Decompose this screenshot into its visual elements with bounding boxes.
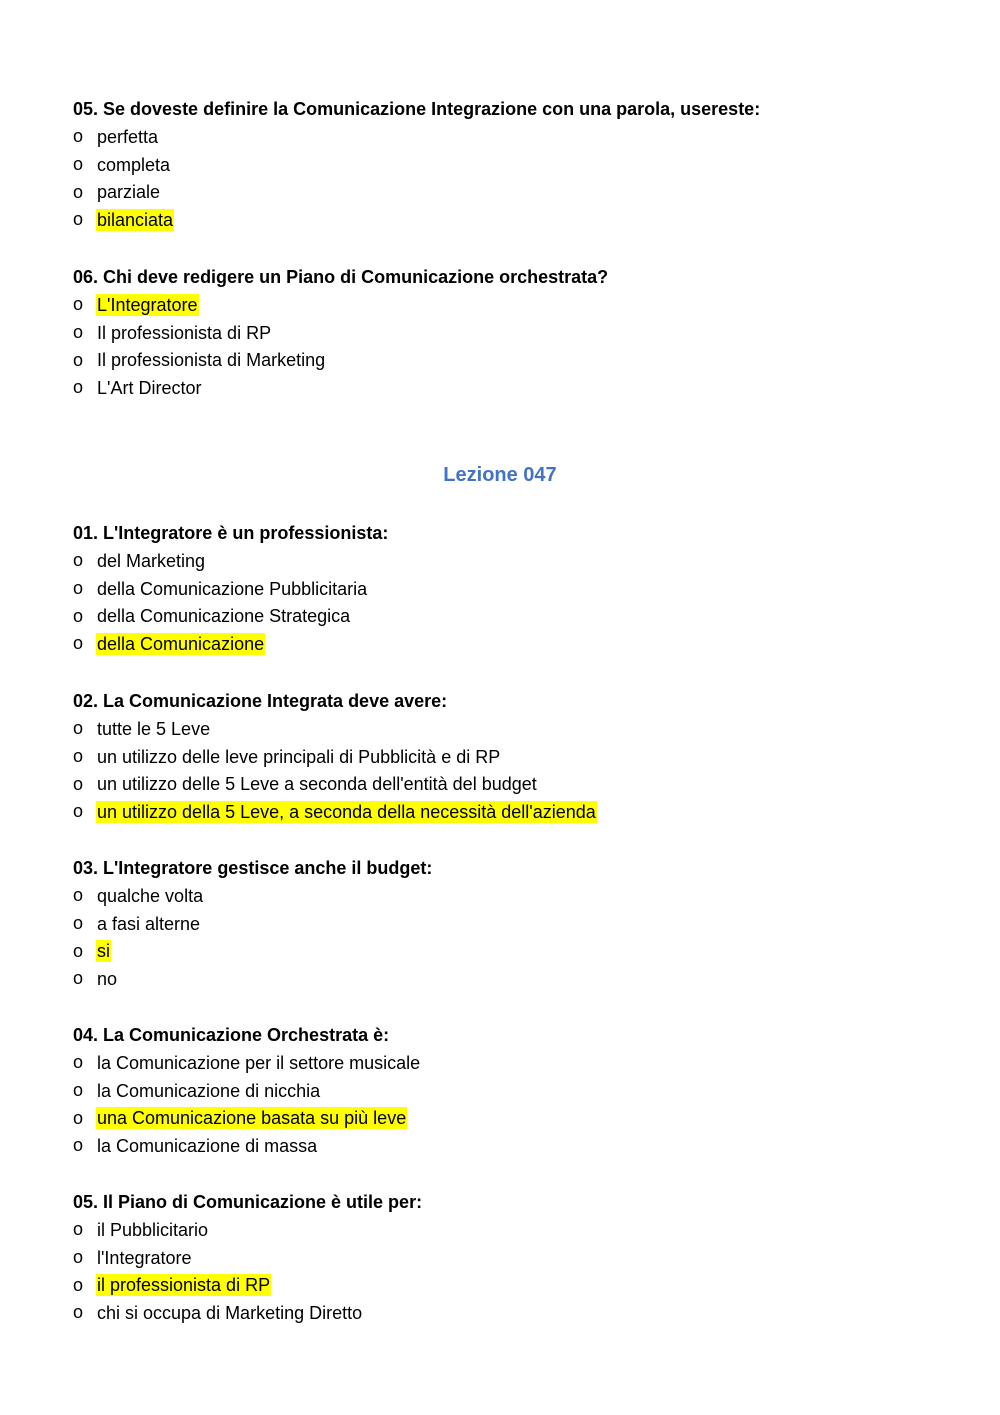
answer-option [73,151,933,179]
question-title: 04. La Comunicazione Orchestrata è: [73,1025,390,1045]
answer-option [73,1132,933,1160]
answer-option [73,910,933,938]
question-title: 02. La Comunicazione Integrata deve avere: [73,691,448,711]
answer-option [73,575,933,603]
answer-option [73,771,933,799]
question-a-06 [73,263,933,402]
answer-text: parziale [97,182,161,203]
answer-option [73,206,933,234]
answer-text: no [97,969,118,990]
answer-text: tutte le 5 Leve [97,718,211,739]
answer-text: qualche volta [97,885,204,906]
answer-option [73,938,933,966]
bullet-icon: o [73,1246,84,1267]
bullet-icon: o [73,1079,84,1100]
bullet-icon: o [73,968,84,989]
bullet-icon: o [73,745,84,766]
answer-text: una Comunicazione basata su più leve [97,1108,407,1129]
lesson-heading: Lezione 047 [443,464,557,486]
answer-option [73,347,933,375]
bullet-icon: o [73,126,84,146]
answer-text: perfetta [97,126,159,147]
bullet-icon: o [73,209,84,230]
answer-text: un utilizzo delle leve principali di Pubblicità e di RP [97,746,501,767]
answer-option [73,1049,933,1077]
answer-text: il Pubblicitario [97,1219,209,1240]
answer-option [73,291,933,319]
bullet-icon: o [73,550,84,570]
answer-option [73,603,933,631]
answer-text: bilanciata [97,210,174,231]
bullet-icon: o [73,773,84,794]
question-title: 05. Se doveste definire la Comunicazione Integrazione con una parola, usereste: [73,99,761,119]
answer-option [73,798,933,826]
answer-option [73,882,933,910]
answer-text: il professionista di RP [97,1275,271,1296]
answer-option [73,1216,933,1244]
bullet-icon: o [73,577,84,598]
question-b-05 [73,1188,933,1327]
bullet-icon: o [73,801,84,822]
answer-text: l'Integratore [97,1247,192,1268]
answer-option [73,630,933,658]
bullet-icon: o [73,718,84,738]
answer-text: la Comunicazione di massa [97,1136,318,1157]
bullet-icon: o [73,153,84,174]
bullet-icon: o [73,349,84,370]
answer-text: L'Integratore [97,294,198,315]
question-a-05 [73,95,933,234]
answer-text: Il professionista di RP [97,322,272,343]
question-b-03 [73,854,933,993]
answer-text: un utilizzo della 5 Leve, a seconda della necessità dell'azienda [97,802,596,823]
answer-option [73,965,933,993]
question-b-01 [73,519,933,658]
answer-option [73,319,933,347]
answer-option [73,1105,933,1133]
question-title: 01. L'Integratore è un professionista: [73,523,389,543]
bullet-icon: o [73,1219,84,1239]
answer-option [73,715,933,743]
question-title: 03. L'Integratore gestisce anche il budget: [73,858,433,878]
bullet-icon: o [73,377,84,398]
question-title: 05. Il Piano di Comunicazione è utile per: [73,1192,423,1212]
answer-option [73,1077,933,1105]
bullet-icon: o [73,294,84,314]
answer-text: un utilizzo delle 5 Leve a seconda dell'entità del budget [97,774,537,795]
bullet-icon: o [73,321,84,342]
answer-text: chi si occupa di Marketing Diretto [97,1303,363,1324]
question-b-04 [73,1021,933,1160]
answer-option [73,1299,933,1327]
bullet-icon: o [73,940,84,961]
answer-text: del Marketing [97,550,206,571]
bullet-icon: o [73,1302,84,1323]
answer-option [73,123,933,151]
answer-text: della Comunicazione [97,634,265,655]
answer-text: completa [97,154,171,175]
bullet-icon: o [73,1274,84,1295]
answer-option [73,547,933,575]
answer-text: la Comunicazione per il settore musicale [97,1052,421,1073]
answer-option [73,1244,933,1272]
question-title: 06. Chi deve redigere un Piano di Comunicazione orchestrata? [73,267,609,287]
answer-option [73,374,933,402]
bullet-icon: o [73,885,84,905]
bullet-icon: o [73,1107,84,1128]
bullet-icon: o [73,605,84,626]
answer-text: della Comunicazione Strategica [97,606,351,627]
answer-text: a fasi alterne [97,913,201,934]
answer-option [73,743,933,771]
bullet-icon: o [73,912,84,933]
bullet-icon: o [73,1135,84,1156]
answer-text: Il professionista di Marketing [97,350,326,371]
bullet-icon: o [73,181,84,202]
answer-option [73,179,933,207]
bullet-icon: o [73,1052,84,1072]
answer-option [73,1272,933,1300]
answer-text: della Comunicazione Pubblicitaria [97,578,368,599]
answer-text: si [97,941,110,962]
answer-text: L'Art Director [97,378,202,399]
question-b-02 [73,687,933,826]
answer-text: la Comunicazione di nicchia [97,1080,321,1101]
bullet-icon: o [73,633,84,654]
